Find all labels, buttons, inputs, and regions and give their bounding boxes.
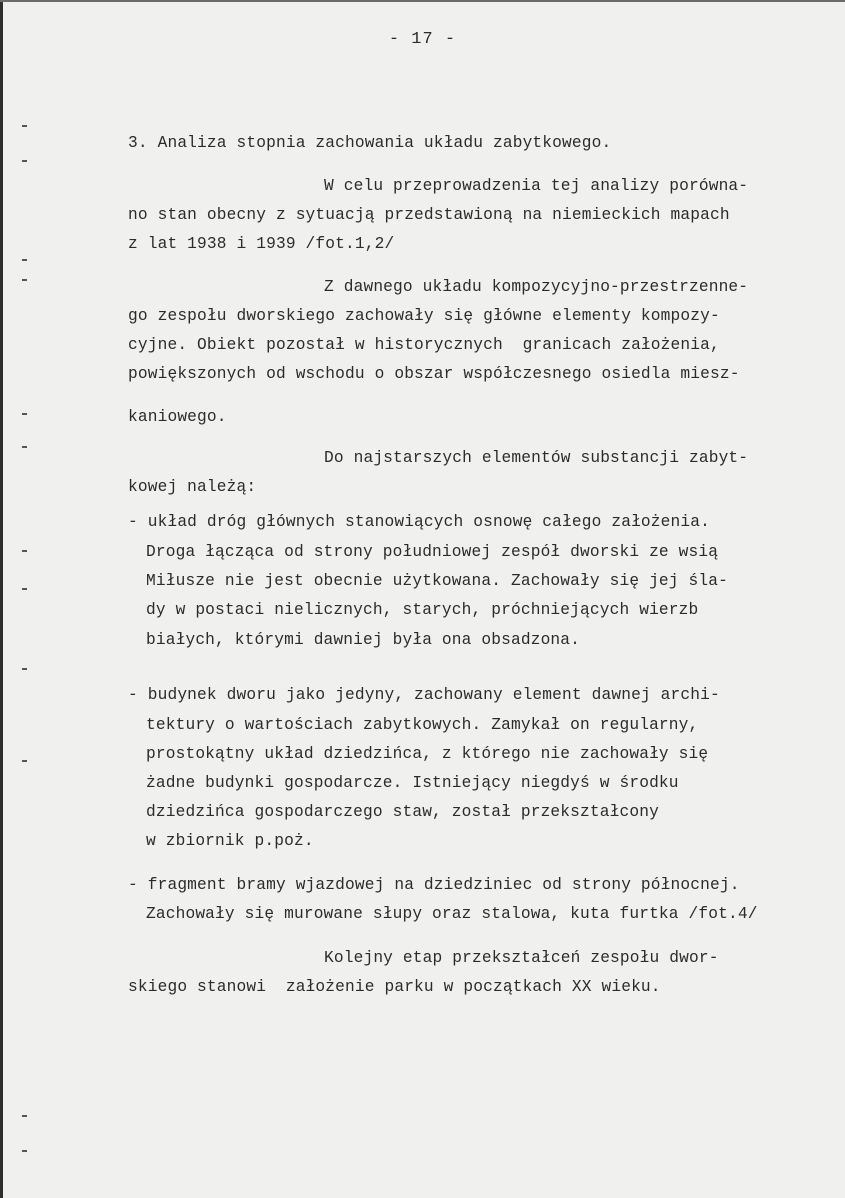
margin-mark xyxy=(22,125,27,127)
text-line: - budynek dworu jako jedyny, zachowany element dawnej archi- xyxy=(128,686,720,704)
text-line: no stan obecny z sytuacją przedstawioną na niemieckich mapach xyxy=(128,206,730,224)
margin-mark xyxy=(22,1115,27,1117)
text-line: Droga łącząca od strony południowej zespół dworski ze wsią xyxy=(146,543,719,561)
text-line: cyjne. Obiekt pozostał w historycznych granicach założenia, xyxy=(128,336,720,354)
text-line: białych, którymi dawniej była ona obsadzona. xyxy=(146,631,581,649)
text-line: prostokątny układ dziedzińca, z którego nie zachowały się xyxy=(146,745,709,763)
text-line: Zachowały się murowane słupy oraz stalowa, kuta furtka /fot.4/ xyxy=(146,905,758,923)
margin-mark xyxy=(22,588,27,590)
text-line: kowej należą: xyxy=(128,478,257,496)
margin-mark xyxy=(22,668,27,670)
section-heading: 3. Analiza stopnia zachowania układu zabytkowego. xyxy=(128,134,612,152)
text-line: - układ dróg głównych stanowiących osnowę całego założenia. xyxy=(128,513,710,531)
margin-mark xyxy=(22,446,27,448)
text-line: Z dawnego układu kompozycyjno-przestrzenne- xyxy=(324,278,749,296)
text-line: dziedzińca gospodarczego staw, został przekształcony xyxy=(146,803,659,821)
text-line: Kolejny etap przekształceń zespołu dwor- xyxy=(324,949,719,967)
margin-mark xyxy=(22,413,27,415)
margin-mark xyxy=(22,1150,27,1152)
text-line: dy w postaci nielicznych, starych, próchniejących wierzb xyxy=(146,601,699,619)
scan-edge-left xyxy=(0,0,3,1198)
scan-edge-top xyxy=(0,0,845,2)
margin-mark xyxy=(22,550,27,552)
text-line: kaniowego. xyxy=(128,408,227,426)
text-line: powiększonych od wschodu o obszar współczesnego osiedla miesz- xyxy=(128,365,740,383)
text-line: żadne budynki gospodarcze. Istniejący niegdyś w środku xyxy=(146,774,679,792)
text-line: w zbiornik p.poż. xyxy=(146,832,314,850)
text-line: skiego stanowi założenie parku w początkach XX wieku. xyxy=(128,978,661,996)
page-number: - 17 - xyxy=(388,30,457,49)
margin-mark xyxy=(22,160,27,162)
text-line: z lat 1938 i 1939 /fot.1,2/ xyxy=(128,235,395,253)
text-line: - fragment bramy wjazdowej na dziedziniec od strony północnej. xyxy=(128,876,740,894)
margin-mark xyxy=(22,259,27,261)
margin-mark xyxy=(22,279,27,281)
text-line: Miłusze nie jest obecnie użytkowana. Zachowały się jej śla- xyxy=(146,572,728,590)
text-line: go zespołu dworskiego zachowały się główne elementy kompozy- xyxy=(128,307,720,325)
text-line: tektury o wartościach zabytkowych. Zamykał on regularny, xyxy=(146,716,699,734)
margin-mark xyxy=(22,760,27,762)
text-line: Do najstarszych elementów substancji zabyt- xyxy=(324,449,749,467)
text-line: W celu przeprowadzenia tej analizy porówna- xyxy=(324,177,749,195)
